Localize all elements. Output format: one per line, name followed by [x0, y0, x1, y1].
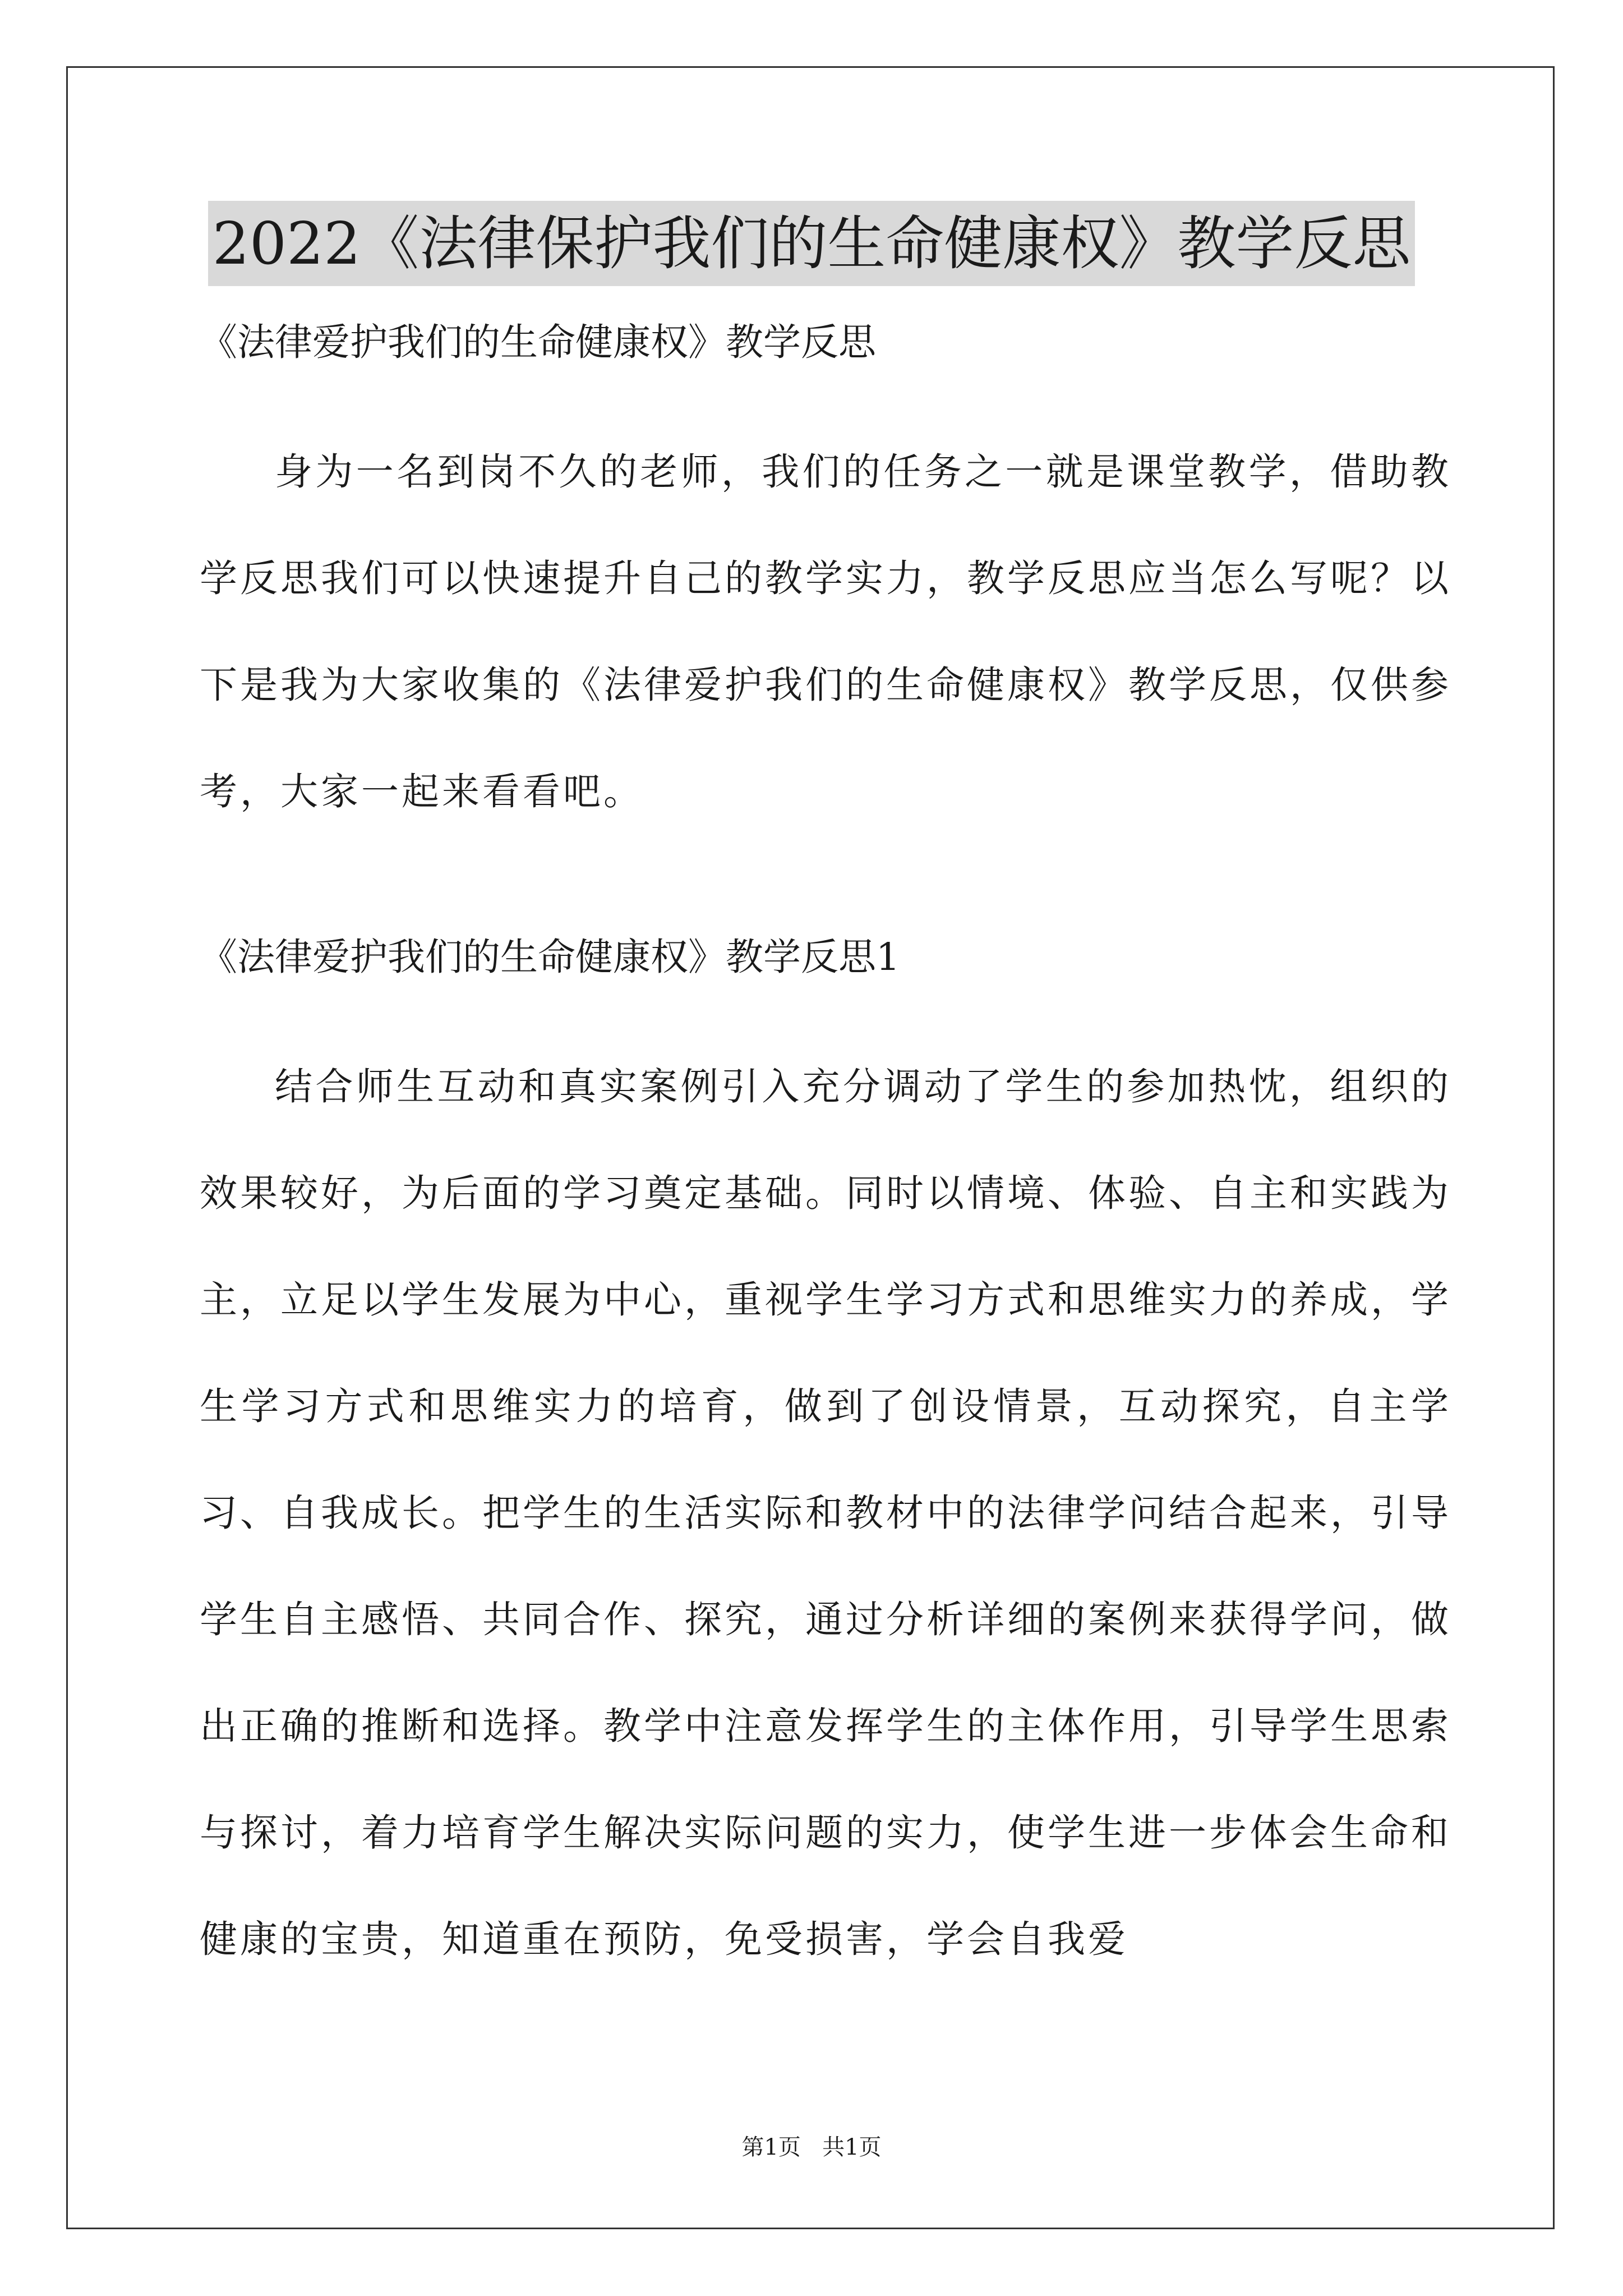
spacer: [200, 985, 1451, 1033]
spacer: [200, 845, 1451, 929]
spacer: [200, 370, 1451, 418]
title-container: [0, 201, 1623, 286]
section-heading: 《法律爱护我们的生命健康权》教学反思1: [200, 935, 900, 979]
intro-paragraph: 身为一名到岗不久的老师，我们的任务之一就是课堂教学，借助教学反思我们可以快速提升自己的教学实力，教学反思应当怎么写呢？以下是我为大家收集的《法律爱护我们的生命健康权》教学反思，仅供参考，大家一起来看看吧。: [200, 450, 1451, 813]
document-title: 2022《法律保护我们的生命健康权》教学反思: [208, 201, 1415, 286]
page-footer: [0, 2132, 1623, 2163]
page-number-current: 第1页: [741, 2134, 801, 2160]
document-body: [200, 314, 1451, 1993]
page-number-total: 共1页: [822, 2134, 882, 2160]
document-subtitle: 《法律爱护我们的生命健康权》教学反思: [200, 320, 876, 364]
section-paragraph: 结合师生互动和真实案例引入充分调动了学生的参加热忱，组织的效果较好，为后面的学习奠定基础。同时以情境、体验、自主和实践为主，立足以学生发展为中心，重视学生学习方式和思维实力的养成，学生学习方式和思维实力的培育，做到了创设情景，互动探究，自主学习、自我成长。把学生的生活实际和教材中的法律学问结合起来，引导学生自主感悟、共同合作、探究，通过分析详细的案例来获得学问，做出正确的推断和选择。教学中注意发挥学生的主体作用，引导学生思索与探讨，着力培育学生解决实际问题的实力，使学生进一步体会生命和健康的宝贵，知道重在预防，免受损害，学会自我爱: [200, 1065, 1451, 1961]
